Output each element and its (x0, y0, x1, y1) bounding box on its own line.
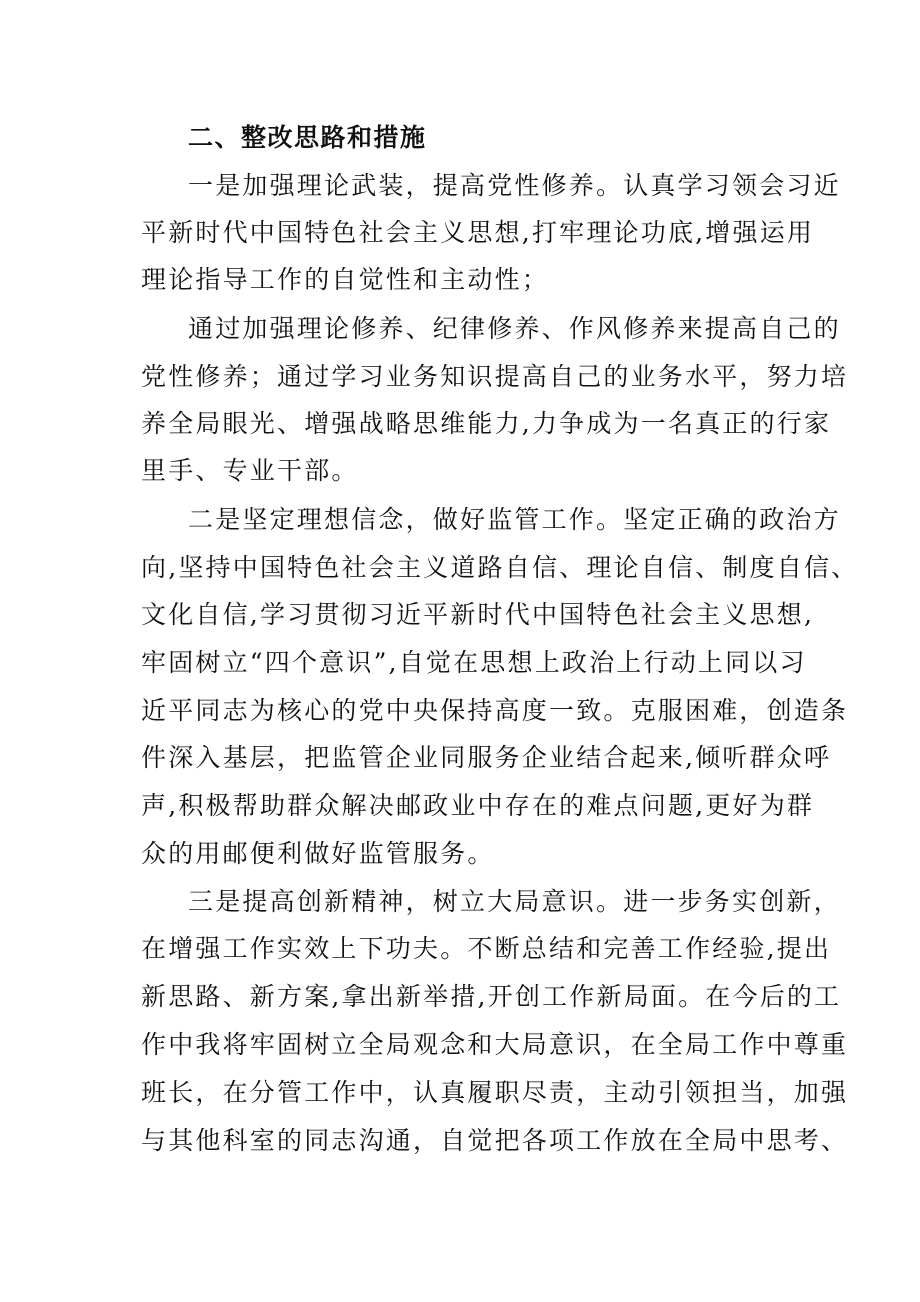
paragraph-3-line-5: 近平同志为核心的党中央保持高度一致。克服困难，创造条 (141, 696, 849, 725)
paragraph-2-line-4: 里手、专业干部。 (141, 456, 359, 485)
paragraph-3-line-7: 声,积极帮助群众解决邮政业中存在的难点问题,更好为群 (141, 791, 815, 820)
paragraph-4-line-6: 与其他科室的同志沟通，自觉把各项工作放在全局中思考、 (141, 1126, 849, 1155)
paragraph-4-line-5: 班长，在分管工作中，认真履职尽责，主动引领担当，加强 (141, 1078, 849, 1107)
paragraph-2-line-3: 养全局眼光、增强战略思维能力,力争成为一名真正的行家 (141, 409, 832, 438)
paragraph-1-line-2: 平新时代中国特色社会主义思想,打牢理论功底,增强运用 (141, 218, 815, 247)
paragraph-3-line-6: 件深入基层，把监管企业同服务企业结合起来,倾听群众呼 (141, 743, 832, 772)
paragraph-4-line-2: 在增强工作实效上下功夫。不断总结和完善工作经验,提出 (141, 934, 832, 963)
section-heading: 二、整改思路和措施 (188, 123, 427, 152)
paragraph-3-line-3: 文化自信,学习贯彻习近平新时代中国特色社会主义思想, (141, 600, 815, 629)
paragraph-4-line-1: 三是提高创新精神，树立大局意识。进一步务实创新， (188, 887, 841, 916)
paragraph-3-line-2: 向,坚持中国特色社会主义道路自信、理论自信、制度自信、 (141, 553, 859, 582)
paragraph-4-line-3: 新思路、新方案,拿出新举措,开创工作新局面。在今后的工 (141, 982, 842, 1011)
paragraph-1-line-3: 理论指导工作的自觉性和主动性； (141, 265, 550, 294)
paragraph-1-line-1: 一是加强理论武装，提高党性修养。认真学习领会习近 (188, 171, 841, 200)
paragraph-2-line-2: 党性修养；通过学习业务知识提高自己的业务水平，努力培 (141, 362, 849, 391)
paragraph-2-line-1: 通过加强理论修养、纪律修养、作风修养来提高自己的 (188, 314, 841, 343)
paragraph-4-line-4: 作中我将牢固树立全局观念和大局意识，在全局工作中尊重 (141, 1030, 849, 1059)
paragraph-3-line-4: 牢固树立“四个意识”,自觉在思想上政治上行动上同以习 (141, 648, 807, 677)
paragraph-3-line-1: 二是坚定理想信念，做好监管工作。坚定正确的政治方 (188, 505, 841, 534)
paragraph-3-line-8: 众的用邮便利做好监管服务。 (141, 839, 495, 868)
